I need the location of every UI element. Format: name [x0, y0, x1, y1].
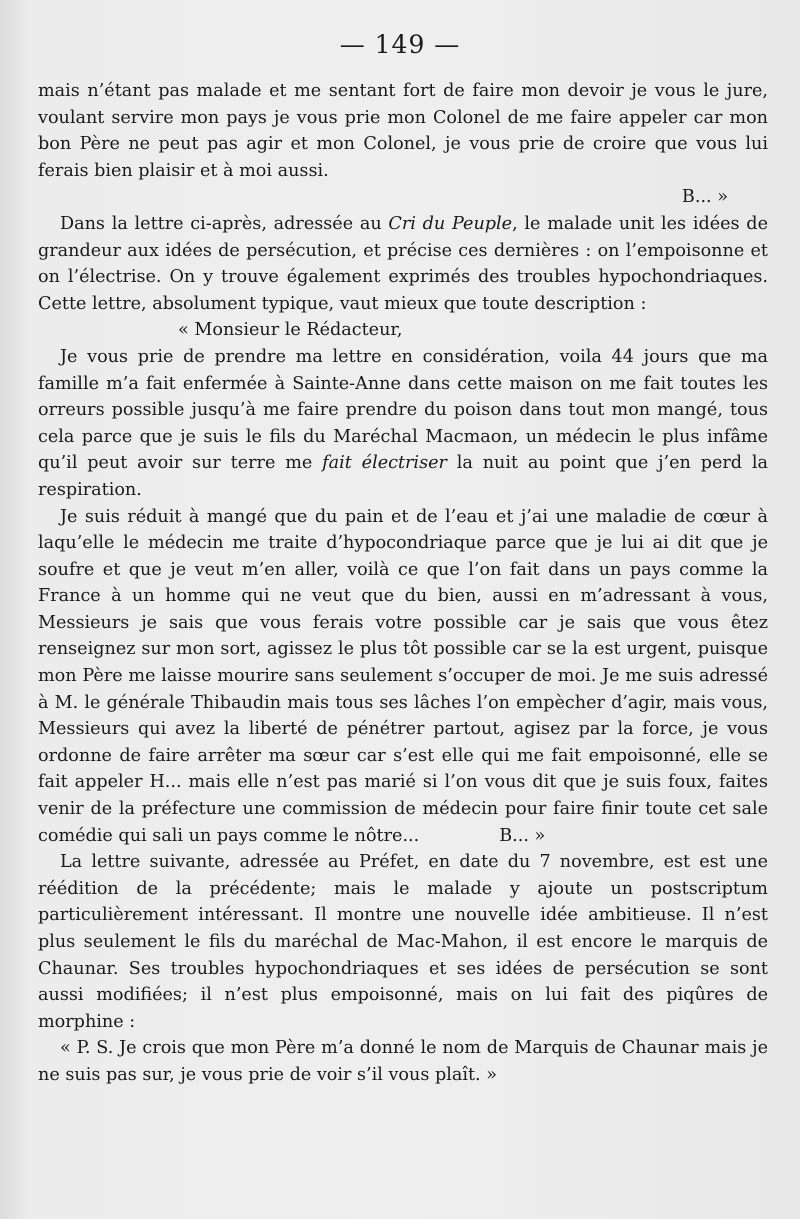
- paragraph-postscript: « P. S. Je crois que mon Père m’a donné le nom de Marquis de Chaunar mais je ne suis pas sur, je vous prie de voir s’il vous plaît. »: [38, 1038, 768, 1085]
- paragraph-commentary: [38, 211, 768, 317]
- body-text: [38, 78, 768, 1089]
- letter-2-signature: B... »: [499, 825, 546, 846]
- commentary-text-a: Dans la lettre ci-après, adressée au: [60, 213, 389, 234]
- paragraph-letter-2: [38, 504, 768, 850]
- letter-signature: B... »: [681, 187, 728, 208]
- letter-italic-phrase: fait électriser: [322, 453, 447, 474]
- paragraph-letter-1: [38, 344, 768, 504]
- newspaper-title: Cri du Peuple: [388, 213, 513, 234]
- paragraph-letter-end: mais n’étant pas malade et me sentant fort de faire mon devoir je vous le jure, voulant servire mon pays je vous prie mon Colonel de me faire appeler car mon bon Père ne peut pas agir et mon Colonel, je vous prie de croire que vous lui ferais bien plaisir et à moi aussi.: [38, 81, 768, 181]
- page-number: — 149 —: [339, 30, 461, 59]
- commentary-text-b: , le malade unit les idées de grandeur aux idées de persécution, et précise ces dernières : on l’empoisonne et on l’électrise. On y trouve également exprimés des troubles hypochondriaques. Cette lettre, absolument typique, vaut mieux que toute description :: [38, 213, 768, 314]
- letter-2-text: Je suis réduit à mangé que du pain et de l’eau et j’ai une maladie de cœur à laqu’elle le médecin me traite d’hypocondriaque parce que je lui ai dit que je soufre et que je veut m’en aller, voilà ce que l’on fait dans un pays comme la France à un homme qui ne veut que du bien, aussi en m’adressant à vous, Messieurs je sais que vous ferais votre possible car je sais que vous êtez renseignez sur mon sort, agissez le plus tôt possible car se la est urgent, puisque mon Père me laisse mourire sans seulement s’occuper de moi. Je me suis adressé à M. le générale Thibaudin mais tous ses lâches l’on empècher d’agir, mais vous, Messieurs qui avez la liberté de pénétrer partout, agisez par la force, je vous ordonne de faire arrêter ma sœur car s’est elle qui me fait empoisonné, elle se fait appeler H... mais elle n’est pas marié si l’on vous dit que je suis foux, faites venir de la préfecture une commission de médecin pour faire finir toute cet sale comédie qui sali un pays comme le nôtre...: [38, 506, 768, 846]
- letter-text-b: la nuit au point que j’en perd la respiration.: [38, 453, 768, 500]
- letter-text-a: Je vous prie de prendre ma lettre en considération, voila 44 jours que ma famille m’a fait enfermée à Sainte-Anne dans cette maison on me fait toutes les orreurs possible jusqu’à me faire prendre du poison dans tout mon mangé, tous cela parce que je suis le fils du Maréchal Macmaon, un médecin le plus infâme qu’il peut avoir sur terre me: [38, 346, 768, 474]
- letter-salutation: « Monsieur le Rédacteur,: [178, 320, 403, 341]
- paragraph-commentary-2: La lettre suivante, adressée au Préfet, en date du 7 novembre, est est une réédition de la précédente; mais le malade y ajoute un postscriptum particulièrement intéressant. Il montre une nouvelle idée ambitieuse. Il n’est plus seulement le fils du maréchal de Mac-Mahon, il est encore le marquis de Chaunar. Ses troubles hypochondriaques et ses idées de persécution se sont aussi modifiées; il n’est plus empoisonné, mais on lui fait des piqûres de morphine :: [38, 852, 768, 1032]
